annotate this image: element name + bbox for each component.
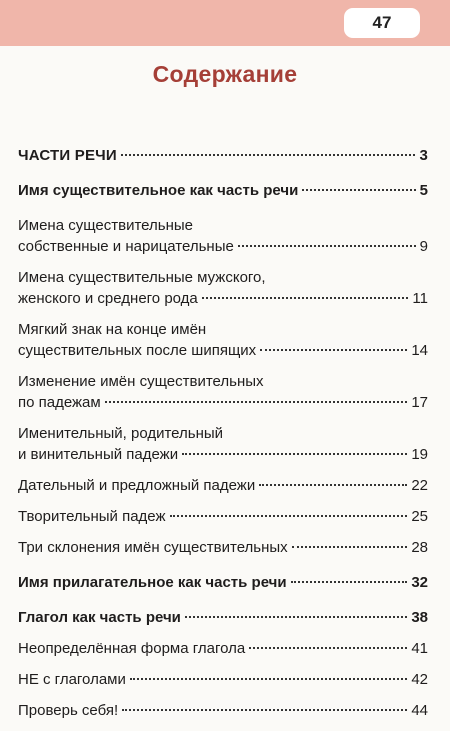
- page-number-badge: [344, 8, 420, 38]
- dot-leader: [105, 401, 408, 403]
- toc-entry-title: Глагол как часть речи: [18, 609, 181, 626]
- toc-entry[interactable]: [18, 506, 428, 527]
- toc-entry-page: 17: [411, 394, 428, 411]
- dot-leader: [259, 484, 407, 486]
- dot-leader: [260, 349, 407, 351]
- dot-leader: [202, 297, 409, 299]
- toc-entry-title-line: Изменение имён существительных: [18, 373, 264, 390]
- page-number: 47: [372, 13, 392, 32]
- dot-leader: [122, 709, 407, 711]
- toc-entry-page: 44: [411, 702, 428, 719]
- dot-leader: [291, 581, 408, 583]
- toc-entry-page: 28: [411, 539, 428, 556]
- toc-entry-title: Творительный падеж: [18, 508, 166, 525]
- toc-entry[interactable]: [18, 475, 428, 496]
- toc-entry-title: Имя существительное как часть речи: [18, 182, 299, 199]
- toc-entry-title: Неопределённая форма глагола: [18, 640, 246, 657]
- toc-entry-title-line: и винительный падежи: [18, 446, 179, 463]
- toc-entry-title-line: женского и среднего рода: [18, 290, 198, 307]
- dot-leader: [302, 189, 415, 191]
- dot-leader: [292, 546, 408, 548]
- toc-entry-page: 42: [411, 671, 428, 688]
- toc-entry-title: Три склонения имён существительных: [18, 539, 288, 556]
- toc-entry-page: 32: [411, 574, 428, 591]
- toc-entry[interactable]: [18, 638, 428, 659]
- toc-entry-title-line: Мягкий знак на конце имён: [18, 321, 207, 338]
- toc-entry[interactable]: [18, 572, 428, 593]
- toc-entry-page: 3: [419, 147, 428, 164]
- toc-entry-page: 5: [419, 182, 428, 199]
- toc-entry-title-line: собственные и нарицательные: [18, 238, 234, 255]
- toc-entry-title: ЧАСТИ РЕЧИ: [18, 147, 117, 164]
- toc-entry-page: 38: [411, 609, 428, 626]
- toc-entry[interactable]: [18, 537, 428, 558]
- toc-entry[interactable]: [18, 180, 428, 201]
- toc-entry-title-line: Имена существительные мужского,: [18, 269, 266, 286]
- toc-entry[interactable]: [18, 215, 428, 257]
- toc-entry-title: НЕ с глаголами: [18, 671, 126, 688]
- toc-entry-page: 9: [419, 238, 428, 255]
- toc-entry-title-line: существительных после шипящих: [18, 342, 257, 359]
- dot-leader: [238, 245, 416, 247]
- toc-entry-title-line: по падежам: [18, 394, 101, 411]
- toc-entry[interactable]: [18, 371, 428, 413]
- toc-entry-title-line: Именительный, родительный: [18, 425, 224, 442]
- toc-entry[interactable]: [18, 423, 428, 465]
- page-title: Содержание: [152, 61, 298, 87]
- dot-leader: [121, 154, 416, 156]
- toc-entry[interactable]: [18, 319, 428, 361]
- table-of-contents: [18, 145, 428, 731]
- toc-entry-page: 41: [411, 640, 428, 657]
- dot-leader: [249, 647, 407, 649]
- toc-entry-page: 14: [411, 342, 428, 359]
- toc-entry[interactable]: [18, 607, 428, 628]
- toc-entry[interactable]: [18, 145, 428, 166]
- dot-leader: [170, 515, 408, 517]
- toc-entry[interactable]: [18, 267, 428, 309]
- toc-entry-title-line: Имена существительные: [18, 217, 193, 234]
- toc-entry-page: 11: [412, 290, 428, 307]
- toc-entry[interactable]: [18, 700, 428, 721]
- toc-entry[interactable]: [18, 669, 428, 690]
- toc-entry-page: 22: [411, 477, 428, 494]
- toc-entry-title: Имя прилагательное как часть речи: [18, 574, 287, 591]
- toc-entry-page: 19: [411, 446, 428, 463]
- toc-entry-title: Дательный и предложный падежи: [18, 477, 256, 494]
- dot-leader: [182, 453, 407, 455]
- toc-entry-title: Проверь себя!: [18, 702, 119, 719]
- dot-leader: [185, 616, 407, 618]
- dot-leader: [130, 678, 407, 680]
- toc-entry-page: 25: [411, 508, 428, 525]
